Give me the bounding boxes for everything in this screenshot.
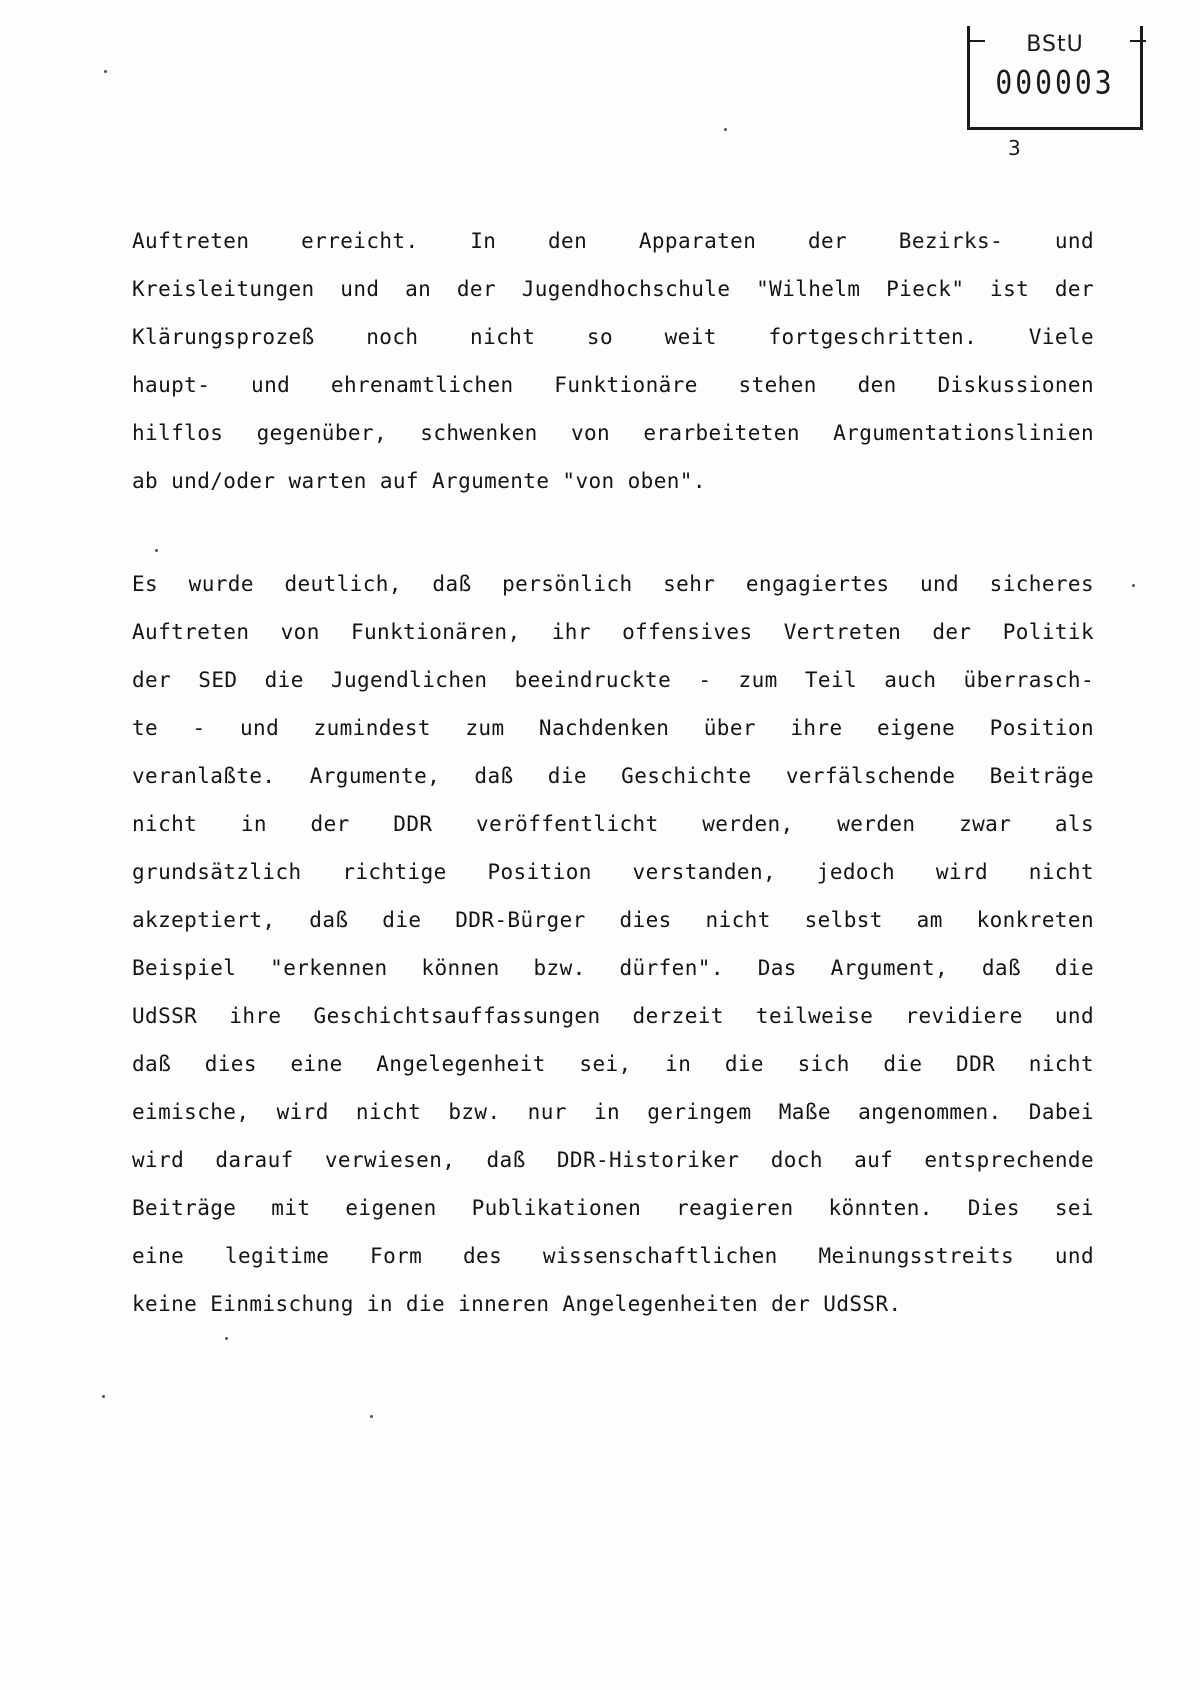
scan-speck	[1132, 584, 1135, 587]
text-line: Kreisleitungen und an der Jugendhochschule "Wilhelm Pieck" ist der	[132, 277, 1094, 301]
text-line: wird darauf verwiesen, daß DDR-Historiker doch auf entsprechende	[132, 1148, 1094, 1172]
scan-speck	[104, 70, 107, 73]
text-line: haupt- und ehrenamtlichen Funktionäre stehen den Diskussionen	[132, 373, 1094, 397]
text-line: Klärungsprozeß noch nicht so weit fortgeschritten. Viele	[132, 325, 1094, 349]
text-line: eine legitime Form des wissenschaftlichen Meinungsstreits und	[132, 1244, 1094, 1268]
scan-speck	[155, 549, 158, 552]
text-line: te - und zumindest zum Nachdenken über ihre eigene Position	[132, 716, 1094, 740]
text-line: Auftreten erreicht. In den Apparaten der Bezirks- und	[132, 229, 1094, 253]
text-line: UdSSR ihre Geschichtsauffassungen derzeit teilweise revidiere und	[132, 1004, 1094, 1028]
text-line: keine Einmischung in die inneren Angelegenheiten der UdSSR.	[132, 1292, 902, 1316]
text-line: Beiträge mit eigenen Publikationen reagieren könnten. Dies sei	[132, 1196, 1094, 1220]
scan-speck	[724, 128, 727, 131]
text-line: Beispiel "erkennen können bzw. dürfen". Das Argument, daß die	[132, 956, 1094, 980]
text-line: hilflos gegenüber, schwenken von erarbeiteten Argumentationslinien	[132, 421, 1094, 445]
text-line: ab und/oder warten auf Argumente "von oben".	[132, 469, 706, 493]
text-line: veranlaßte. Argumente, daß die Geschichte verfälschende Beiträge	[132, 764, 1094, 788]
text-line: akzeptiert, daß die DDR-Bürger dies nicht selbst am konkreten	[132, 908, 1094, 932]
text-line: der SED die Jugendlichen beeindruckte - zum Teil auch überrasch-	[132, 668, 1094, 692]
scan-speck	[370, 1415, 373, 1418]
archive-stamp	[967, 26, 1143, 130]
stamp-number: 000003	[995, 63, 1115, 102]
stamp-top-tick-right	[1130, 40, 1146, 42]
stamp-top-tick-left	[967, 40, 985, 42]
paragraph-1	[132, 217, 1094, 505]
text-line: eimische, wird nicht bzw. nur in geringem Maße angenommen. Dabei	[132, 1100, 1094, 1124]
text-line: grundsätzlich richtige Position verstanden, jedoch wird nicht	[132, 860, 1094, 884]
text-line: nicht in der DDR veröffentlicht werden, werden zwar als	[132, 812, 1094, 836]
paragraph-2	[132, 560, 1094, 1328]
text-line: Auftreten von Funktionären, ihr offensives Vertreten der Politik	[132, 620, 1094, 644]
scan-speck	[225, 1337, 228, 1340]
scan-speck	[102, 1395, 105, 1398]
text-line: daß dies eine Angelegenheit sei, in die sich die DDR nicht	[132, 1052, 1094, 1076]
stamp-label: BStU	[1026, 32, 1084, 57]
page-number: 3	[1008, 136, 1021, 160]
text-line: Es wurde deutlich, daß persönlich sehr engagiertes und sicheres	[132, 572, 1094, 596]
